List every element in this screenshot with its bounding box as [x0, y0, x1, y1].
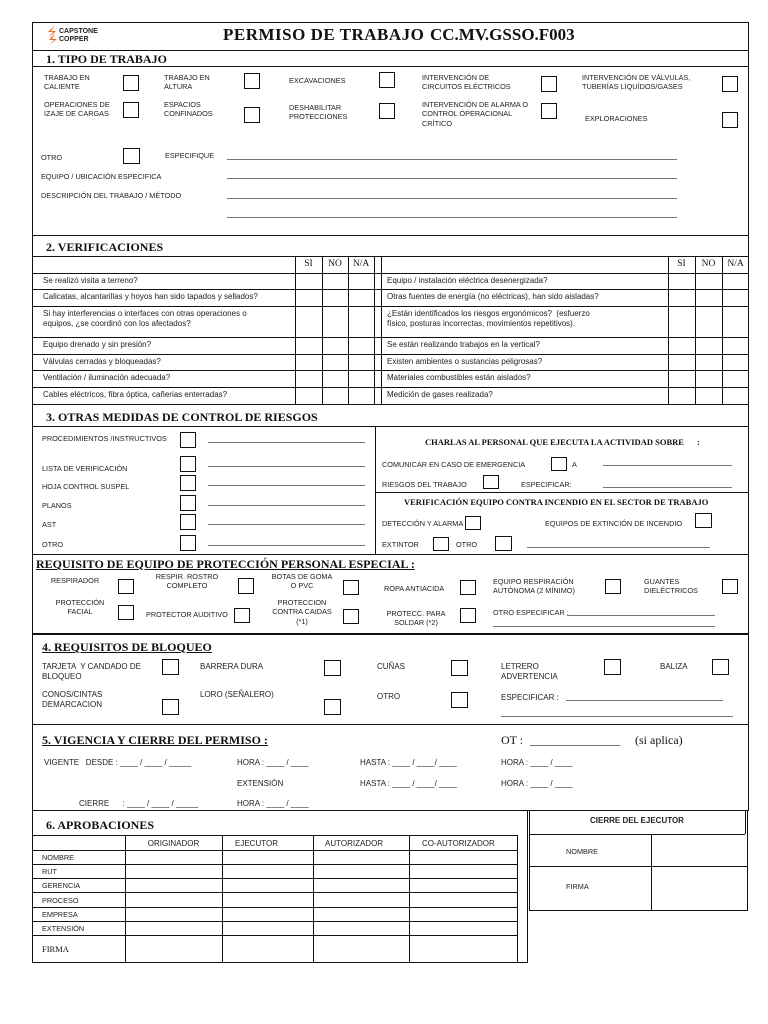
checkbox-conos-cintas[interactable]	[162, 699, 179, 715]
checkbox-izaje-cargas[interactable]	[123, 102, 139, 118]
checkbox-otro-incendio[interactable]	[495, 536, 512, 551]
label-barrera-dura: BARRERA DURA	[200, 662, 264, 671]
label-otro-especificar-epp: OTRO ESPECIFICAR :	[493, 608, 569, 617]
label-otro: OTRO	[41, 153, 63, 162]
label-respir-rostro: RESPIR. ROSTRO COMPLETO	[155, 572, 219, 591]
hora-cierre-field[interactable]: HORA : ____ / ____	[237, 799, 309, 808]
section-4-title: 4. REQUISITOS DE BLOQUEO	[42, 640, 212, 654]
checkbox-deteccion-alarma[interactable]	[465, 516, 481, 530]
checkbox-otro-medidas[interactable]	[180, 535, 196, 551]
checkbox-procedimientos[interactable]	[180, 432, 196, 448]
check-calicatas: Calicatas, alcantarillas y hoyos han sido tapados y sellados?	[43, 292, 258, 301]
checkbox-otro-bloqueo[interactable]	[451, 692, 468, 708]
checkbox-hoja-suspel[interactable]	[180, 475, 196, 491]
checkbox-respirador[interactable]	[118, 579, 134, 594]
checkbox-deshabilitar-protecciones[interactable]	[379, 103, 395, 119]
label-exploraciones: EXPLORACIONES	[585, 114, 648, 123]
checkbox-ropa-antiacida[interactable]	[460, 580, 476, 595]
label-deteccion-alarma: DETECCIÓN Y ALARMA	[382, 519, 464, 528]
label-botas-goma: BOTAS DE GOMA O PVC	[271, 572, 333, 591]
checkbox-loro-senalero[interactable]	[324, 699, 341, 715]
label-riesgos-trabajo: RIESGOS DEL TRABAJO	[382, 480, 467, 489]
check-trabajos-vertical: Se están realizando trabajos en la vertical?	[387, 340, 540, 349]
check-ergonomicos: ¿Están identificados los riesgos ergonómicos? (esfuerzo físico, posturas incorrectas, movimientos repetitivos).	[387, 309, 590, 329]
hora-extension-field[interactable]: HORA : ____ / ____	[501, 779, 573, 788]
checkbox-extincion[interactable]	[695, 513, 712, 528]
row-extension: EXTENSIÓN	[42, 924, 85, 933]
checkbox-lista-verificacion[interactable]	[180, 456, 196, 472]
label-si-aplica: (si aplica)	[635, 733, 683, 747]
cierre-firma-label: FIRMA	[566, 882, 589, 891]
checkbox-espacios-confinados[interactable]	[244, 107, 260, 123]
check-cables-electricos: Cables eléctricos, fibra óptica, cañerias enterradas?	[43, 390, 228, 399]
hora-vigente-field[interactable]: HORA : ____ / ____	[237, 758, 309, 767]
hasta-vigente-field[interactable]: HASTA : ____ / ____/ ____	[360, 758, 457, 767]
checkbox-proteccion-soldar[interactable]	[460, 608, 476, 623]
section-6-title: 6. APROBACIONES	[46, 818, 155, 832]
label-espacios-confinados: ESPACIOS CONFINADOS	[164, 100, 213, 119]
check-ambientes-peligrosos: Existen ambientes o sustancias peligrosas?	[387, 357, 543, 366]
label-descripcion-trabajo: DESCRIPCIÓN DEL TRABAJO / MÉTODO	[41, 191, 182, 200]
checkbox-equipo-respiracion[interactable]	[605, 579, 621, 594]
label-izaje-cargas: OPERACIONES DE IZAJE DE CARGAS	[44, 100, 110, 119]
section-3-title: 3. OTRAS MEDIDAS DE CONTROL DE RIESGOS	[46, 410, 318, 424]
col-na-right: N/A	[727, 259, 744, 269]
logo-line1: CAPSTONE	[59, 28, 98, 35]
label-extension: EXTENSIÓN	[237, 779, 284, 788]
label-ropa-antiacida: ROPA ANTIACIDA	[384, 584, 445, 593]
check-interferencias: Si hay interferencias o interfaces con otras operaciones o equipos, ¿se coordinó con los afectados?	[43, 309, 247, 329]
row-empresa: EMPRESA	[42, 910, 78, 919]
label-lista-verificacion: LISTA DE VERIFICACIÓN	[42, 464, 128, 473]
checkbox-exploraciones[interactable]	[722, 112, 738, 128]
hasta-extension-field[interactable]: HASTA : ____ / ____/ ____	[360, 779, 457, 788]
vigente-desde-field[interactable]: VIGENTE DESDE : ____ / ____ / _____	[44, 758, 192, 767]
descripcion-line-1[interactable]	[227, 198, 677, 199]
checkbox-letrero-advertencia[interactable]	[604, 659, 621, 675]
cierre-nombre-label: NOMBRE	[566, 847, 599, 856]
row-rut: RUT	[42, 867, 57, 876]
label-equipo-ubicacion: EQUIPO / UBICACIÓN ESPECIFICA	[41, 172, 162, 181]
label-guantes-dielectricos: GUANTES DIELÉCTRICOS	[644, 577, 698, 596]
checkbox-trabajo-caliente[interactable]	[123, 75, 139, 91]
label-hoja-suspel: HOJA CONTROL SUSPEL	[42, 482, 130, 491]
label-ast: AST	[42, 520, 57, 529]
charlas-colon: :	[697, 437, 700, 447]
label-valvulas-tuberias: INTERVENCIÓN DE VÁLVULAS, TUBERÍAS LIQUÍDOS/GASES	[582, 73, 691, 92]
label-especificar-bloqueo: ESPECIFICAR :	[501, 693, 559, 702]
label-respirador: RESPIRADOR	[50, 576, 100, 585]
checkbox-botas-goma[interactable]	[343, 580, 359, 595]
section-2-title: 2. VERIFICACIONES	[46, 240, 164, 254]
label-otro-bloqueo: OTRO	[377, 692, 401, 701]
checkbox-baliza[interactable]	[712, 659, 729, 675]
label-conos-cintas: CONOS/CINTAS DEMARCACION	[42, 690, 103, 710]
label-especifique: ESPECIFIQUE	[165, 151, 215, 160]
col-autorizador: AUTORIZADOR	[325, 839, 384, 848]
label-equipo-respiracion: EQUIPO RESPIRACIÓN AUTÓNOMA (2 MÍNIMO)	[493, 577, 575, 596]
check-desenergizada: Equipo / instalación eléctrica desenergizada?	[387, 276, 548, 285]
checkbox-planos[interactable]	[180, 495, 196, 511]
check-valvulas-cerradas: Válvulas cerradas y bloqueadas?	[43, 357, 161, 366]
checkbox-trabajo-altura[interactable]	[244, 73, 260, 89]
checkbox-extintor[interactable]	[433, 537, 449, 551]
checkbox-protector-auditivo[interactable]	[234, 608, 250, 623]
label-proteccion-caidas: PROTECCION CONTRA CAIDAS (*1)	[272, 598, 332, 626]
label-otro-incendio: OTRO	[456, 540, 478, 549]
label-procedimientos: PROCEDIMIENTOS /INSTRUCTIVOS	[42, 434, 167, 443]
ot-field[interactable]: _______________	[530, 733, 620, 747]
label-proteccion-soldar: PROTECC. PARA SOLDAR (*2)	[386, 609, 446, 628]
col-na-left: N/A	[352, 259, 370, 269]
hora-hasta-field[interactable]: HORA : ____ / ____	[501, 758, 573, 767]
checkbox-circuitos-electricos[interactable]	[541, 76, 557, 92]
checkbox-riesgos-trabajo[interactable]	[483, 475, 499, 489]
col-co-autorizador: CO-AUTORIZADOR	[422, 839, 495, 848]
checkbox-barrera-dura[interactable]	[324, 660, 341, 676]
descripcion-line-2[interactable]	[227, 217, 677, 218]
check-ventilacion: Ventilación / iluminación adecuada?	[43, 373, 171, 382]
checkbox-otro[interactable]	[123, 148, 140, 164]
label-baliza: BALIZA	[660, 662, 688, 671]
label-proteccion-facial: PROTECCIÓN FACIAL	[55, 598, 105, 617]
label-ot: OT :	[501, 733, 524, 747]
checkbox-tarjeta-candado[interactable]	[162, 659, 179, 675]
label-loro-senalero: LORO (SEÑALERO)	[200, 690, 274, 699]
label-planos: PLANOS	[42, 501, 72, 510]
row-nombre: NOMBRE	[42, 853, 75, 862]
checkbox-proteccion-caidas[interactable]	[343, 609, 359, 624]
equipo-ubicacion-line[interactable]	[227, 178, 677, 179]
capstone-logo	[45, 24, 105, 46]
check-combustibles: Materiales combustibles están aislados?	[387, 373, 531, 382]
epp-title: REQUISITO DE EQUIPO DE PROTECCIÓN PERSONAL ESPECIAL :	[36, 557, 415, 571]
checkbox-excavaciones[interactable]	[379, 72, 395, 88]
col-no-right: NO	[701, 259, 716, 269]
checkbox-proteccion-facial[interactable]	[118, 605, 134, 620]
row-gerencia: GERENCIA	[42, 881, 81, 890]
row-proceso: PROCESO	[42, 896, 79, 905]
label-cunas: CUÑAS	[377, 662, 406, 671]
page-title: PERMISO DE TRABAJO	[223, 25, 425, 44]
logo-line2: COPPER	[59, 36, 89, 43]
section-6-frame	[32, 811, 528, 963]
label-circuitos-electricos: INTERVENCIÓN DE CIRCUITOS ELÉCTRICOS	[422, 73, 511, 92]
label-extincion: EQUIPOS DE EXTINCIÓN DE INCENDIO	[545, 519, 683, 528]
label-a: A	[572, 460, 577, 469]
checkbox-respir-rostro[interactable]	[238, 578, 254, 594]
cierre-ejecutor-title: CIERRE DEL EJECUTOR	[590, 816, 684, 825]
charlas-title: CHARLAS AL PERSONAL QUE EJECUTA LA ACTIVIDAD SOBRE	[425, 437, 684, 447]
form-code: CC.MV.GSSO.F003	[430, 25, 575, 44]
check-equipo-drenado: Equipo drenado y sin presión?	[43, 340, 152, 349]
label-trabajo-caliente: TRABAJO EN CALIENTE	[44, 73, 90, 92]
section-1-title: 1. TIPO DE TRABAJO	[46, 52, 167, 66]
checkbox-ast[interactable]	[180, 514, 196, 530]
check-otras-fuentes: Otras fuentes de energía (no eléctricas), han sido aisladas?	[387, 292, 599, 301]
especifique-line[interactable]	[227, 159, 677, 160]
label-especificar-riesgos: ESPECIFICAR:	[521, 480, 572, 489]
label-extintor: EXTINTOR	[382, 540, 419, 549]
label-excavaciones: EXCAVACIONES	[289, 76, 346, 85]
row-firma: FIRMA	[42, 944, 69, 954]
check-medicion-gases: Medición de gases realizada?	[387, 390, 493, 399]
label-trabajo-altura: TRABAJO EN ALTURA	[164, 73, 210, 92]
label-letrero-advertencia: LETRERO ADVERTENCIA	[501, 662, 558, 682]
col-originador: ORIGINADOR	[147, 839, 200, 848]
checkbox-comunicar-emergencia[interactable]	[551, 457, 567, 471]
label-alarma-control: INTERVENCIÓN DE ALARMA O CONTROL OPERACIONAL CRÍTICO	[422, 100, 529, 128]
col-si-left: SI	[304, 259, 313, 269]
check-visita-terreno: Se realizó visita a terreno?	[43, 276, 138, 285]
checkbox-alarma-control[interactable]	[541, 103, 557, 119]
checkbox-cunas[interactable]	[451, 660, 468, 676]
col-si-right: SI	[677, 259, 686, 269]
label-comunicar-emergencia: COMUNICAR EN CASO DE EMERGENCIA	[382, 460, 526, 469]
label-deshabilitar-protecciones: DESHABILITAR PROTECCIONES	[289, 103, 348, 122]
section-5-title: 5. VIGENCIA Y CIERRE DEL PERMISO :	[42, 733, 268, 747]
label-otro-medidas: OTRO	[42, 540, 64, 549]
checkbox-guantes-dielectricos[interactable]	[722, 579, 738, 594]
checkbox-valvulas-tuberias[interactable]	[722, 76, 738, 92]
col-no-left: NO	[328, 259, 342, 269]
incendio-title: VERIFICACIÓN EQUIPO CONTRA INCENDIO EN EL SECTOR DE TRABAJO	[404, 497, 709, 507]
label-tarjeta-candado: TARJETA Y CANDADO DE BLOQUEO	[42, 662, 141, 682]
col-ejecutor: EJECUTOR	[235, 839, 278, 848]
cierre-field[interactable]: CIERRE : ____ / ____ / _____	[79, 799, 199, 808]
label-protector-auditivo: PROTECTOR AUDITIVO	[146, 610, 228, 619]
